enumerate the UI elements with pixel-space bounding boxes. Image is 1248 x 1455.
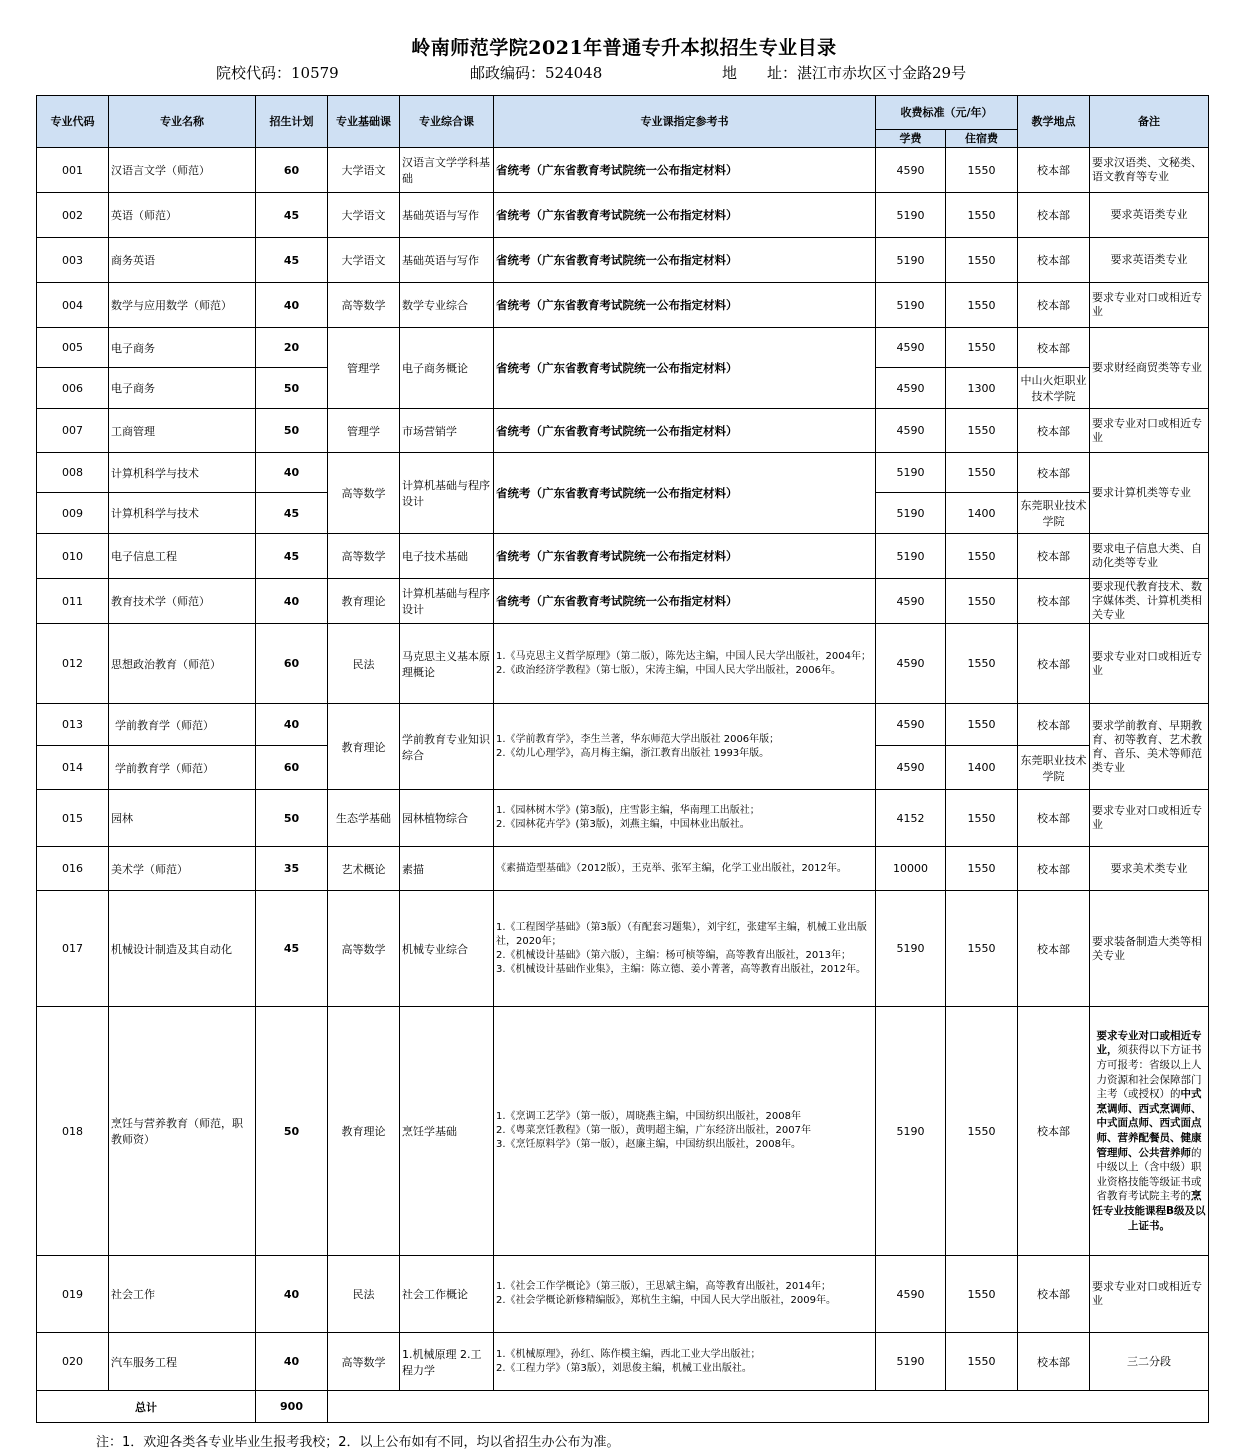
- program-name: 计算机科学与技术: [109, 493, 256, 534]
- remark: 要求现代教育技术、数字媒体类、计算机类相关专业: [1090, 579, 1209, 624]
- program-name: 学前教育学（师范）: [109, 746, 256, 790]
- tuition-fee: 5190: [876, 193, 946, 238]
- header-books: 专业课指定参考书: [494, 96, 876, 148]
- total-label: 总计: [37, 1391, 256, 1423]
- enrollment-plan: 40: [256, 1333, 328, 1391]
- remark: 要求美术类专业: [1090, 847, 1209, 891]
- tuition-fee: 4590: [876, 409, 946, 453]
- lodging-fee: 1550: [946, 1256, 1018, 1333]
- remark: [1090, 1007, 1209, 1256]
- program-name: 美术学（师范）: [109, 847, 256, 891]
- reference-books: 省统考（广东省教育考试院统一公布指定材料）: [494, 328, 876, 409]
- program-name: 教育技术学（师范）: [109, 579, 256, 624]
- teaching-location: 校本部: [1018, 238, 1090, 283]
- remark-segment: 要求专业对口或相近专业，: [1096, 1029, 1202, 1057]
- remark: 要求专业对口或相近专业: [1090, 624, 1209, 704]
- program-code: 013: [37, 704, 109, 746]
- reference-books: 省统考（广东省教育考试院统一公布指定材料）: [494, 238, 876, 283]
- tuition-fee: 5190: [876, 453, 946, 493]
- header-basic: 专业基础课: [328, 96, 400, 148]
- lodging-fee: 1550: [946, 534, 1018, 579]
- tuition-fee: 4590: [876, 579, 946, 624]
- lodging-fee: 1550: [946, 1333, 1018, 1391]
- comprehensive-course: 马克思主义基本原理概论: [400, 624, 494, 704]
- program-code: 018: [37, 1007, 109, 1256]
- teaching-location: 校本部: [1018, 328, 1090, 368]
- program-code: 006: [37, 368, 109, 409]
- program-code: 007: [37, 409, 109, 453]
- header-lodging: 住宿费: [946, 130, 1018, 148]
- program-name: 烹饪与营养教育（师范，职教师资）: [109, 1007, 256, 1256]
- table-row: [37, 238, 1209, 283]
- reference-books: 1.《社会工作学概论》（第三版），王思斌主编，高等教育出版社，2014年； 2.《社会学概论新修精编版》，郑杭生主编，中国人民大学出版社，2009年。: [494, 1256, 876, 1333]
- teaching-location: 校本部: [1018, 1007, 1090, 1256]
- postal-code: 邮政编码：524048: [470, 64, 603, 82]
- program-name: 商务英语: [109, 238, 256, 283]
- school-code: 院校代码：10579: [216, 64, 339, 82]
- program-code: 009: [37, 493, 109, 534]
- tuition-fee: 4590: [876, 624, 946, 704]
- enrollment-plan: 50: [256, 790, 328, 847]
- total-empty: [328, 1391, 1209, 1423]
- enrollment-plan: 40: [256, 1256, 328, 1333]
- remark: 要求英语类专业: [1090, 238, 1209, 283]
- basic-course: 管理学: [328, 409, 400, 453]
- enrollment-plan: 60: [256, 624, 328, 704]
- tuition-fee: 5190: [876, 891, 946, 1007]
- reference-books: 省统考（广东省教育考试院统一公布指定材料）: [494, 453, 876, 534]
- remark: 要求财经商贸类等专业: [1090, 328, 1209, 409]
- page-title: 岭南师范学院2021年普通专升本拟招生专业目录: [411, 37, 837, 59]
- tuition-fee: 4590: [876, 704, 946, 746]
- basic-course: 高等数学: [328, 1333, 400, 1391]
- enrollment-plan: 45: [256, 493, 328, 534]
- remark: 要求汉语类、文秘类、语文教育等专业: [1090, 148, 1209, 193]
- remark-segment: 须获得以下方证书方可报考：省级以上人力资源和社会保障部门主考（或授权）的: [1096, 1044, 1202, 1101]
- teaching-location: 校本部: [1018, 148, 1090, 193]
- remark: 要求英语类专业: [1090, 193, 1209, 238]
- teaching-location: 校本部: [1018, 790, 1090, 847]
- tuition-fee: 5190: [876, 534, 946, 579]
- enrollment-plan: 50: [256, 409, 328, 453]
- program-code: 015: [37, 790, 109, 847]
- basic-course: 艺术概论: [328, 847, 400, 891]
- enrollment-plan: 45: [256, 238, 328, 283]
- program-name: 电子商务: [109, 368, 256, 409]
- lodging-fee: 1550: [946, 148, 1018, 193]
- program-code: 016: [37, 847, 109, 891]
- comprehensive-course: 素描: [400, 847, 494, 891]
- table-row: [37, 579, 1209, 624]
- program-code: 019: [37, 1256, 109, 1333]
- tuition-fee: 4590: [876, 148, 946, 193]
- table-row: [37, 624, 1209, 704]
- program-code: 011: [37, 579, 109, 624]
- program-code: 012: [37, 624, 109, 704]
- header-fee: 收费标准（元/年）: [876, 96, 1018, 130]
- enrollment-plan: 40: [256, 453, 328, 493]
- lodging-fee: 1550: [946, 624, 1018, 704]
- reference-books: 省统考（广东省教育考试院统一公布指定材料）: [494, 409, 876, 453]
- teaching-location: 中山火炬职业技术学院: [1018, 368, 1090, 409]
- remark-segment: 的中级以上（含中级）职业资格技能等级证书或省教育考试院主考的: [1096, 1146, 1202, 1203]
- basic-course: 生态学基础: [328, 790, 400, 847]
- program-code: 017: [37, 891, 109, 1007]
- comprehensive-course: 市场营销学: [400, 409, 494, 453]
- header-comprehensive: 专业综合课: [400, 96, 494, 148]
- reference-books: 1.《园林树木学》(第3版)，庄雪影主编，华南理工出版社； 2.《园林花卉学》(第3版)，刘燕主编，中国林业出版社。: [494, 790, 876, 847]
- program-name: 电子商务: [109, 328, 256, 368]
- basic-course: 高等数学: [328, 453, 400, 534]
- comprehensive-course: 机械专业综合: [400, 891, 494, 1007]
- basic-course: 民法: [328, 624, 400, 704]
- remark: 要求专业对口或相近专业: [1090, 790, 1209, 847]
- program-code: 020: [37, 1333, 109, 1391]
- enrollment-plan: 45: [256, 891, 328, 1007]
- program-table: [36, 95, 1209, 1423]
- teaching-location: 校本部: [1018, 453, 1090, 493]
- basic-course: 高等数学: [328, 891, 400, 1007]
- program-code: 010: [37, 534, 109, 579]
- tuition-fee: 4590: [876, 746, 946, 790]
- program-code: 014: [37, 746, 109, 790]
- table-row: [37, 409, 1209, 453]
- table-row: [37, 1333, 1209, 1391]
- reference-books: 1.《烹调工艺学》（第一版），周晓燕主编，中国纺织出版社，2008年 2.《粤菜烹饪教程》（第一版），黄明超主编，广东经济出版社，2007年 3.《烹饪原料学》（第一版），赵廉主编，中国纺织出版社，2008年。: [494, 1007, 876, 1256]
- program-name: 计算机科学与技术: [109, 453, 256, 493]
- enrollment-plan: 40: [256, 704, 328, 746]
- lodging-fee: 1550: [946, 847, 1018, 891]
- total-value: 900: [256, 1391, 328, 1423]
- reference-books: 省统考（广东省教育考试院统一公布指定材料）: [494, 148, 876, 193]
- program-code: 001: [37, 148, 109, 193]
- teaching-location: 校本部: [1018, 1333, 1090, 1391]
- enrollment-plan: 45: [256, 534, 328, 579]
- lodging-fee: 1550: [946, 579, 1018, 624]
- remark: 要求专业对口或相近专业: [1090, 283, 1209, 328]
- table-row: [37, 148, 1209, 193]
- table-row: [37, 891, 1209, 1007]
- basic-course: 教育理论: [328, 704, 400, 790]
- reference-books: 省统考（广东省教育考试院统一公布指定材料）: [494, 283, 876, 328]
- program-name: 英语（师范）: [109, 193, 256, 238]
- basic-course: 高等数学: [328, 534, 400, 579]
- comprehensive-course: 数学专业综合: [400, 283, 494, 328]
- enrollment-plan: 45: [256, 193, 328, 238]
- program-name: 园林: [109, 790, 256, 847]
- reference-books: 省统考（广东省教育考试院统一公布指定材料）: [494, 193, 876, 238]
- enrollment-plan: 50: [256, 1007, 328, 1256]
- lodging-fee: 1300: [946, 368, 1018, 409]
- lodging-fee: 1550: [946, 193, 1018, 238]
- teaching-location: 校本部: [1018, 193, 1090, 238]
- table-row: [37, 193, 1209, 238]
- program-code: 002: [37, 193, 109, 238]
- lodging-fee: 1550: [946, 891, 1018, 1007]
- tuition-fee: 4590: [876, 328, 946, 368]
- comprehensive-course: 烹饪学基础: [400, 1007, 494, 1256]
- lodging-fee: 1400: [946, 493, 1018, 534]
- lodging-fee: 1550: [946, 453, 1018, 493]
- comprehensive-course: 基础英语与写作: [400, 238, 494, 283]
- header-plan: 招生计划: [256, 96, 328, 148]
- enrollment-plan: 60: [256, 746, 328, 790]
- tuition-fee: 5190: [876, 283, 946, 328]
- remark-segment: 中式烹调师、西式烹调师、中式面点师、西式面点师、营养配餐员、健康管理师、公共营养师: [1096, 1088, 1202, 1159]
- teaching-location: 校本部: [1018, 579, 1090, 624]
- program-name: 电子信息工程: [109, 534, 256, 579]
- enrollment-plan: 40: [256, 579, 328, 624]
- tuition-fee: 10000: [876, 847, 946, 891]
- table-row: [37, 704, 1209, 746]
- remark: 要求专业对口或相近专业: [1090, 409, 1209, 453]
- comprehensive-course: 1.机械原理 2.工程力学: [400, 1333, 494, 1391]
- comprehensive-course: 电子商务概论: [400, 328, 494, 409]
- teaching-location: 校本部: [1018, 1256, 1090, 1333]
- comprehensive-course: 计算机基础与程序设计: [400, 579, 494, 624]
- table-row: [37, 790, 1209, 847]
- remark: 要求电子信息大类、自动化类等专业: [1090, 534, 1209, 579]
- reference-books: 1.《马克思主义哲学原理》（第二版），陈先达主编，中国人民大学出版社，2004年； 2.《政治经济学教程》（第七版），宋涛主编，中国人民大学出版社，2006年。: [494, 624, 876, 704]
- teaching-location: 校本部: [1018, 704, 1090, 746]
- comprehensive-course: 社会工作概论: [400, 1256, 494, 1333]
- comprehensive-course: 学前教育专业知识综合: [400, 704, 494, 790]
- header-code: 专业代码: [37, 96, 109, 148]
- lodging-fee: 1550: [946, 1007, 1018, 1256]
- lodging-fee: 1550: [946, 328, 1018, 368]
- program-name: 学前教育学（师范）: [109, 704, 256, 746]
- program-name: 思想政治教育（师范）: [109, 624, 256, 704]
- teaching-location: 校本部: [1018, 409, 1090, 453]
- comprehensive-course: 园林植物综合: [400, 790, 494, 847]
- remark: 要求装备制造大类等相关专业: [1090, 891, 1209, 1007]
- header-remark: 备注: [1090, 96, 1209, 148]
- enrollment-plan: 35: [256, 847, 328, 891]
- lodging-fee: 1550: [946, 409, 1018, 453]
- remark: 要求专业对口或相近专业: [1090, 1256, 1209, 1333]
- basic-course: 教育理论: [328, 579, 400, 624]
- lodging-fee: 1550: [946, 283, 1018, 328]
- enrollment-plan: 60: [256, 148, 328, 193]
- basic-course: 高等数学: [328, 283, 400, 328]
- table-row: [37, 1007, 1209, 1256]
- teaching-location: 校本部: [1018, 624, 1090, 704]
- reference-books: 省统考（广东省教育考试院统一公布指定材料）: [494, 534, 876, 579]
- remark: 要求计算机类等专业: [1090, 453, 1209, 534]
- tuition-fee: 5190: [876, 1333, 946, 1391]
- header-location: 教学地点: [1018, 96, 1090, 148]
- tuition-fee: 5190: [876, 238, 946, 283]
- table-row: [37, 534, 1209, 579]
- table-row: [37, 453, 1209, 493]
- lodging-fee: 1550: [946, 238, 1018, 283]
- tuition-fee: 5190: [876, 1007, 946, 1256]
- table-row: [37, 847, 1209, 891]
- lodging-fee: 1550: [946, 704, 1018, 746]
- teaching-location: 校本部: [1018, 847, 1090, 891]
- basic-course: 民法: [328, 1256, 400, 1333]
- program-name: 机械设计制造及其自动化: [109, 891, 256, 1007]
- teaching-location: 校本部: [1018, 534, 1090, 579]
- reference-books: 1.《工程图学基础》（第3版）（有配套习题集），刘宇红，张建军主编，机械工业出版社，2020年； 2.《机械设计基础》（第六版），主编：杨可桢等编，高等教育出版社，2013年； 3.《机械设计基础作业集》，主编：陈立德、姜小菁著，高等教育出版社，2012年。: [494, 891, 876, 1007]
- table-row: [37, 328, 1209, 368]
- program-name: 汽车服务工程: [109, 1333, 256, 1391]
- teaching-location: 校本部: [1018, 891, 1090, 1007]
- basic-course: 教育理论: [328, 1007, 400, 1256]
- reference-books: 1.《机械原理》，孙红、陈作模主编，西北工业大学出版社； 2.《工程力学》（第3版），刘思俊主编，机械工业出版社。: [494, 1333, 876, 1391]
- program-code: 008: [37, 453, 109, 493]
- remark: 三二分段: [1090, 1333, 1209, 1391]
- lodging-fee: 1400: [946, 746, 1018, 790]
- tuition-fee: 5190: [876, 493, 946, 534]
- address: 地 址：湛江市赤坎区寸金路29号: [722, 64, 967, 82]
- header-tuition: 学费: [876, 130, 946, 148]
- header-name: 专业名称: [109, 96, 256, 148]
- tuition-fee: 4152: [876, 790, 946, 847]
- basic-course: 大学语文: [328, 238, 400, 283]
- enrollment-plan: 40: [256, 283, 328, 328]
- lodging-fee: 1550: [946, 790, 1018, 847]
- remark-segment: 烹饪专业技能课程B级及以上证书。: [1092, 1190, 1206, 1232]
- program-code: 004: [37, 283, 109, 328]
- comprehensive-course: 电子技术基础: [400, 534, 494, 579]
- comprehensive-course: 基础英语与写作: [400, 193, 494, 238]
- reference-books: 《素描造型基础》（2012版），王克举、张军主编，化学工业出版社，2012年。: [494, 847, 876, 891]
- table-row: [37, 283, 1209, 328]
- basic-course: 大学语文: [328, 148, 400, 193]
- total-row: [37, 1391, 1209, 1423]
- comprehensive-course: 计算机基础与程序设计: [400, 453, 494, 534]
- tuition-fee: 4590: [876, 1256, 946, 1333]
- basic-course: 管理学: [328, 328, 400, 409]
- program-name: 数学与应用数学（师范）: [109, 283, 256, 328]
- enrollment-plan: 50: [256, 368, 328, 409]
- tuition-fee: 4590: [876, 368, 946, 409]
- program-name: 工商管理: [109, 409, 256, 453]
- teaching-location: 校本部: [1018, 283, 1090, 328]
- reference-books: 省统考（广东省教育考试院统一公布指定材料）: [494, 579, 876, 624]
- enrollment-plan: 20: [256, 328, 328, 368]
- program-name: 社会工作: [109, 1256, 256, 1333]
- teaching-location: 东莞职业技术学院: [1018, 493, 1090, 534]
- footnote: 注：1．欢迎各类各专业毕业生报考我校；2．以上公布如有不同，均以省招生办公布为准。: [96, 1435, 620, 1450]
- comprehensive-course: 汉语言文学学科基础: [400, 148, 494, 193]
- reference-books: 1.《学前教育学》，李生兰著，华东师范大学出版社 2006年版； 2.《幼儿心理学》，高月梅主编，浙江教育出版社 1993年版。: [494, 704, 876, 790]
- program-code: 003: [37, 238, 109, 283]
- program-name: 汉语言文学（师范）: [109, 148, 256, 193]
- teaching-location: 东莞职业技术学院: [1018, 746, 1090, 790]
- table-row: [37, 1256, 1209, 1333]
- remark: 要求学前教育、早期教育、初等教育、艺术教育、音乐、美术等师范类专业: [1090, 704, 1209, 790]
- basic-course: 大学语文: [328, 193, 400, 238]
- program-code: 005: [37, 328, 109, 368]
